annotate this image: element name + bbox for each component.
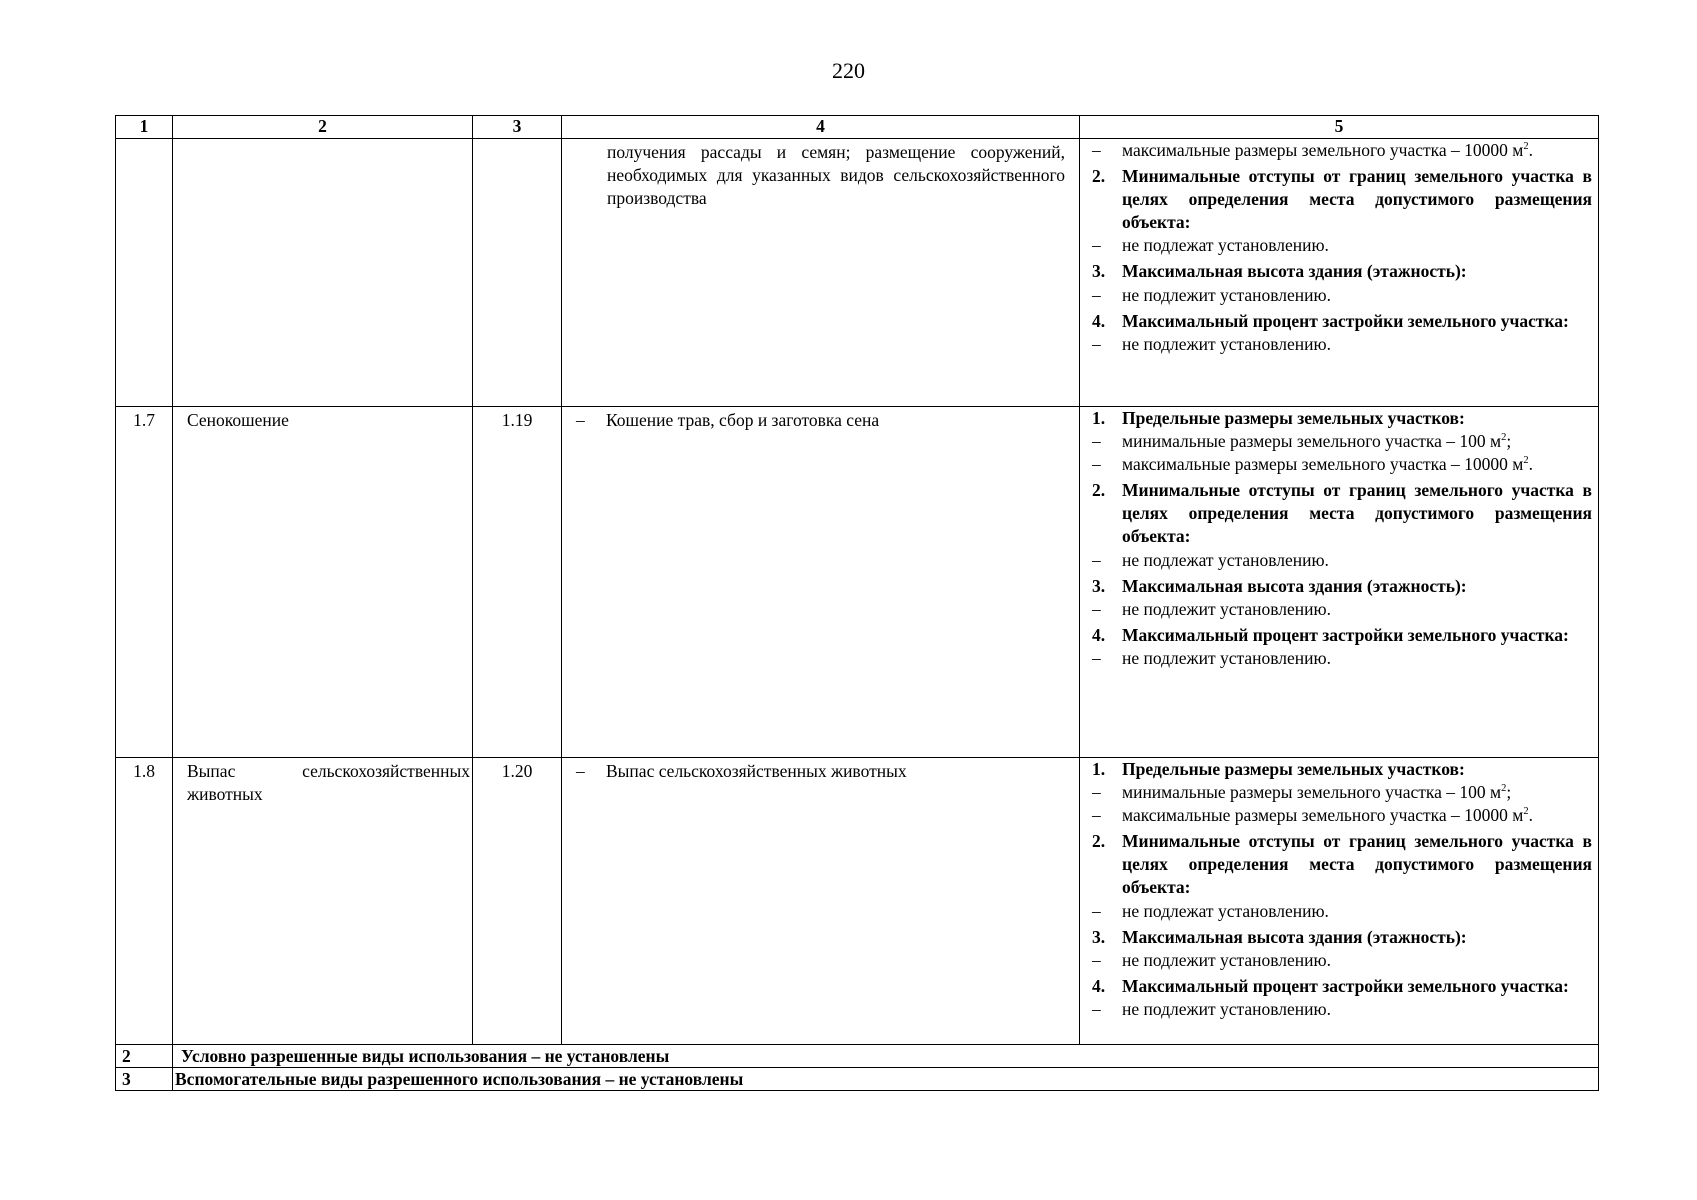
param-text: Максимальный процент застройки земельного участка:: [1122, 624, 1569, 645]
footer-number: 2: [116, 1045, 173, 1068]
dash-marker: –: [1092, 549, 1101, 570]
param-punctuation: .: [1528, 454, 1533, 475]
dash-marker: –: [1092, 333, 1101, 354]
dash-marker: –: [1092, 805, 1101, 826]
param-text: максимальные размеры земельного участка – 10000 м: [1122, 140, 1524, 160]
param-text: минимальные размеры земельного участка – 100 м: [1122, 782, 1502, 803]
param-punctuation: ;: [1506, 431, 1512, 452]
dash-marker: –: [1092, 140, 1101, 160]
param-text: Максимальный процент застройки земельного участка:: [1122, 310, 1569, 331]
param-heading: [1092, 575, 1592, 598]
param-number: 2.: [1092, 480, 1106, 501]
param-text: не подлежит установлению.: [1122, 998, 1331, 1019]
table-row-continued: [116, 139, 1599, 407]
param-text: максимальные размеры земельного участка – 10000 м: [1122, 454, 1524, 475]
param-superscript: 2: [1501, 432, 1507, 444]
param-number: 3.: [1092, 575, 1106, 596]
param-text-wrap: [1122, 453, 1592, 476]
footer-row: [116, 1045, 1599, 1068]
param-punctuation: ;: [1506, 782, 1512, 803]
footer-row: [116, 1068, 1599, 1091]
param-text: Максимальный процент застройки земельного участка:: [1122, 975, 1569, 996]
param-text-wrap: [1122, 333, 1592, 356]
use-code: 1.20: [473, 758, 562, 1045]
param-value: [1092, 998, 1592, 1021]
param-text-wrap: [1122, 284, 1592, 307]
param-text: Предельные размеры земельных участков:: [1122, 408, 1465, 428]
dash-marker: –: [1092, 598, 1101, 619]
param-text: Максимальная высота здания (этажность):: [1122, 575, 1467, 596]
param-value: [1092, 139, 1592, 162]
param-heading: [1092, 758, 1592, 781]
param-text-wrap: [1122, 234, 1592, 257]
num-cell: [116, 139, 173, 407]
param-text-wrap: [1122, 758, 1592, 781]
param-text-wrap: [1122, 479, 1592, 548]
param-heading: [1092, 624, 1592, 647]
param-heading: [1092, 407, 1592, 430]
header-cell: 4: [562, 116, 1080, 139]
param-text: Минимальные отступы от границ земельного участка в целях определения места допустимого размещения объекта:: [1122, 480, 1592, 547]
dash-marker: –: [1092, 284, 1101, 305]
use-code: 1.19: [473, 407, 562, 758]
param-text: не подлежат установлению.: [1122, 549, 1329, 570]
param-number: 4.: [1092, 624, 1106, 645]
param-text: не подлежит установлению.: [1122, 598, 1331, 619]
param-heading: [1092, 830, 1592, 899]
param-text: Максимальная высота здания (этажность):: [1122, 926, 1467, 947]
row-number: 1.7: [116, 407, 173, 758]
param-text-wrap: [1122, 575, 1592, 598]
params-cell: [1080, 407, 1599, 758]
dash-marker: –: [1092, 782, 1101, 803]
param-value: [1092, 430, 1592, 453]
param-text-wrap: [1122, 407, 1592, 430]
param-text-wrap: [1122, 430, 1592, 453]
param-value: [1092, 647, 1592, 670]
param-superscript: 2: [1523, 141, 1529, 153]
param-heading: [1092, 165, 1592, 234]
param-text: максимальные размеры земельного участка – 10000 м: [1122, 805, 1524, 826]
param-number: 1.: [1092, 408, 1106, 428]
dash-marker: –: [1092, 949, 1101, 970]
param-heading: [1092, 260, 1592, 283]
dash-marker: –: [576, 410, 585, 430]
param-heading: [1092, 479, 1592, 548]
param-text-wrap: [1122, 975, 1592, 998]
param-text-wrap: [1122, 549, 1592, 572]
header-cell: 5: [1080, 116, 1599, 139]
param-text-wrap: [1122, 624, 1592, 647]
param-text: Минимальные отступы от границ земельного участка в целях определения места допустимого размещения объекта:: [1122, 831, 1592, 898]
params-cell: [1080, 139, 1599, 407]
param-text-wrap: [1122, 139, 1592, 162]
land-use-table: [115, 115, 1599, 1091]
header-cell: 2: [173, 116, 473, 139]
param-text: не подлежит установлению.: [1122, 647, 1331, 668]
footer-text: Вспомогательные виды разрешенного использования – не установлены: [173, 1068, 1599, 1091]
param-text-wrap: [1122, 900, 1592, 923]
param-text-wrap: [1122, 926, 1592, 949]
param-value: [1092, 284, 1592, 307]
param-value: [1092, 949, 1592, 972]
param-value: [1092, 549, 1592, 572]
dash-marker: –: [1092, 454, 1101, 475]
params-cell: [1080, 758, 1599, 1045]
param-text-wrap: [1122, 998, 1592, 1021]
dash-marker: –: [1092, 998, 1101, 1019]
param-value: [1092, 234, 1592, 257]
param-superscript: 2: [1501, 783, 1507, 795]
dash-marker: –: [1092, 235, 1101, 256]
param-value: [1092, 781, 1592, 804]
param-text-wrap: [1122, 310, 1592, 333]
param-number: 3.: [1092, 926, 1106, 947]
param-superscript: 2: [1523, 806, 1529, 818]
param-text-wrap: [1122, 260, 1592, 283]
param-superscript: 2: [1523, 455, 1529, 467]
footer-text: Условно разрешенные виды использования – не установлены: [173, 1045, 1599, 1068]
param-punctuation: .: [1528, 140, 1533, 160]
description-text: получения рассады и семян; размещение сооружений, необходимых для указанных видов сельскохозяйственного производства: [607, 142, 1065, 209]
row-number: 1.8: [116, 758, 173, 1045]
param-text-wrap: [1122, 949, 1592, 972]
dash-marker: –: [1092, 431, 1101, 452]
param-text: не подлежат установлению.: [1122, 235, 1329, 256]
description-cell: [562, 758, 1080, 1045]
table-row: [116, 407, 1599, 758]
use-name: Выпас сельскохозяйственных животных: [173, 758, 473, 1045]
footer-number: 3: [116, 1068, 173, 1091]
param-text: Минимальные отступы от границ земельного участка в целях определения места допустимого размещения объекта:: [1122, 166, 1592, 233]
description-text: Выпас сельскохозяйственных животных: [606, 761, 907, 781]
param-text: не подлежит установлению.: [1122, 284, 1331, 305]
param-punctuation: .: [1528, 805, 1533, 826]
param-text: не подлежит установлению.: [1122, 333, 1331, 354]
code-cell: [473, 139, 562, 407]
param-heading: [1092, 310, 1592, 333]
use-name: Сенокошение: [173, 407, 473, 758]
table-header-row: [116, 116, 1599, 139]
param-heading: [1092, 975, 1592, 998]
param-text-wrap: [1122, 830, 1592, 899]
param-number: 4.: [1092, 310, 1106, 331]
dash-marker: –: [1092, 647, 1101, 668]
param-value: [1092, 804, 1592, 827]
table-row: [116, 758, 1599, 1045]
name-cell: [173, 139, 473, 407]
dash-marker: –: [576, 761, 585, 781]
param-value: [1092, 598, 1592, 621]
param-value: [1092, 900, 1592, 923]
param-text: Максимальная высота здания (этажность):: [1122, 261, 1467, 282]
param-heading: [1092, 926, 1592, 949]
header-cell: 3: [473, 116, 562, 139]
description-text: Кошение трав, сбор и заготовка сена: [606, 410, 880, 430]
param-number: 3.: [1092, 261, 1106, 282]
param-text-wrap: [1122, 647, 1592, 670]
param-number: 2.: [1092, 831, 1106, 852]
param-text: минимальные размеры земельного участка – 100 м: [1122, 431, 1502, 452]
param-text: не подлежит установлению.: [1122, 949, 1331, 970]
param-number: 2.: [1092, 166, 1106, 187]
dash-marker: –: [1092, 900, 1101, 921]
header-cell: 1: [116, 116, 173, 139]
param-value: [1092, 453, 1592, 476]
description-cell: [562, 407, 1080, 758]
param-text-wrap: [1122, 598, 1592, 621]
param-text: не подлежат установлению.: [1122, 900, 1329, 921]
param-text-wrap: [1122, 804, 1592, 827]
page-number: 220: [832, 58, 865, 83]
param-text-wrap: [1122, 165, 1592, 234]
param-text-wrap: [1122, 781, 1592, 804]
param-value: [1092, 333, 1592, 356]
param-number: 1.: [1092, 759, 1106, 779]
param-text: Предельные размеры земельных участков:: [1122, 759, 1465, 779]
description-cell: [562, 139, 1080, 407]
param-number: 4.: [1092, 975, 1106, 996]
